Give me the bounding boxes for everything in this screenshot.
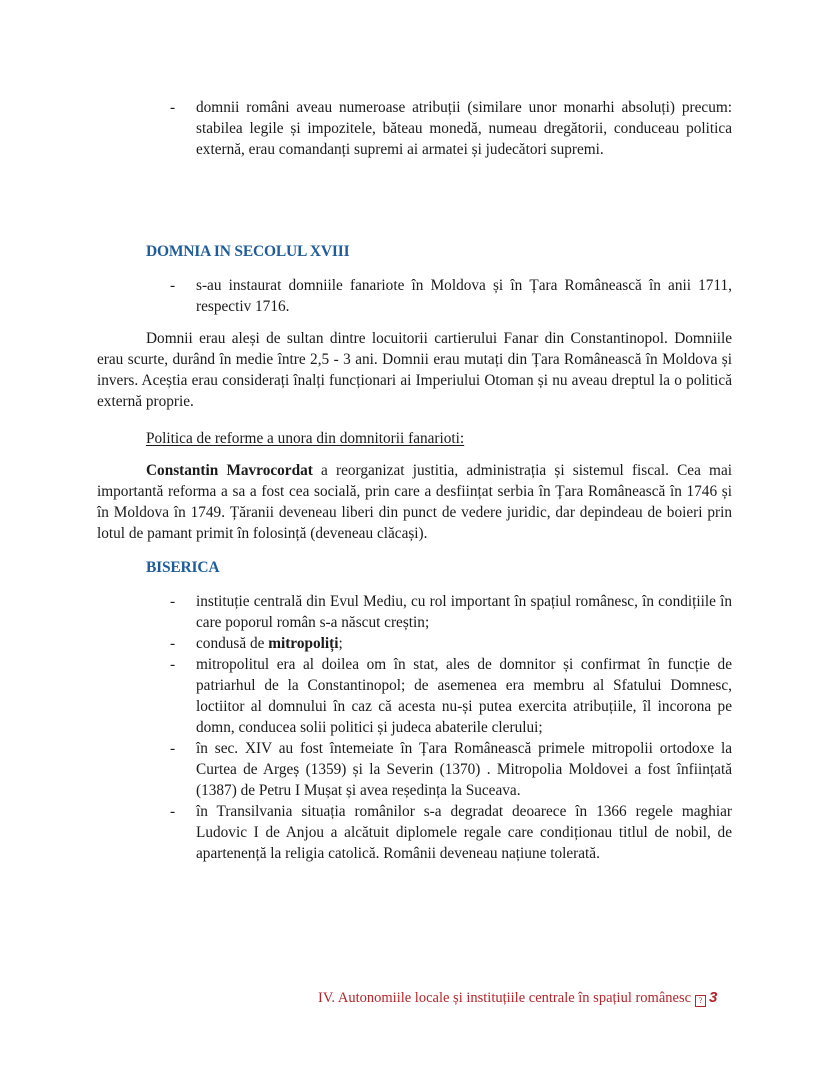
- bullet-text-pre: condusă de: [196, 635, 269, 652]
- bullet-dash: -: [170, 803, 176, 820]
- bullet-text: mitropolitul era al doilea om în stat, ales de domnitor și confirmat în funcție de patriarhul de la Constantinopol; de asemenea era membru al Sfatului Domnesc, loctiitor al domnului în caz că acesta nu-și putea exercita atribuțiile, îl incorona pe domn, conducea solii politici și judeca abaterile clerului;: [196, 656, 732, 736]
- page-number: 3: [709, 989, 718, 1006]
- list-item: [170, 633, 732, 654]
- bullet-text: în Transilvania situația românilor s-a degradat deoarece în 1366 regele maghiar Ludovic I de Anjou a alcătuit diplomele regale care condiționau titlul de nobil, de apartenență la religia catolică. Românii deveneau națiune tolerată.: [196, 803, 732, 862]
- list-item: [170, 738, 732, 801]
- bullet-text-post: ;: [338, 635, 343, 652]
- section-heading-biserica: BISERICA: [146, 559, 220, 576]
- bullet-text: s-au instaurat domniile fanariote în Moldova și în Țara Românească în anii 1711, respectiv 1716.: [196, 277, 732, 315]
- intro-bullet-list: [170, 97, 732, 160]
- bullet-dash: -: [170, 277, 176, 294]
- domnia-paragraph: Domnii erau aleși de sultan dintre locuitorii cartierului Fanar din Constantinopol. Domniile erau scurte, durând în medie între 2,5 - 3 ani. Domnii erau mutați din Țara Românească în Moldova și invers. Aceștia erau considerați înalți funcționari ai Imperiului Otoman și nu aveau dreptul la o politică externă proprie.: [97, 330, 732, 410]
- section-heading-domnia: DOMNIA IN SECOLUL XVIII: [146, 243, 350, 260]
- bullet-text: în sec. XIV au fost întemeiate în Țara Românească primele mitropolii ortodoxe la Curtea de Argeș (1359) și la Severin (1370) . Mitropolia Moldovei a fost înființată (1387) de Petru I Mușat și avea reședința la Suceava.: [196, 740, 732, 799]
- list-item: [170, 275, 732, 317]
- page-footer: [318, 987, 717, 1009]
- list-item: [170, 97, 732, 160]
- bullet-text-bold: mitropoliți: [268, 635, 339, 652]
- domnia-bullet-list: [170, 275, 732, 317]
- biserica-bullet-list: [170, 591, 732, 864]
- bullet-dash: -: [170, 740, 176, 757]
- bullet-dash: -: [170, 656, 176, 673]
- bullet-text: instituție centrală din Evul Mediu, cu rol important în spațiul românesc, în condițiile în care poporul român s-a născut creștin;: [196, 593, 732, 631]
- reform-text: a reorganizat justitia, administrația și sistemul fiscal. Cea mai importantă reforma a sa a fost cea socială, prin care a desființat serbia în Țara Românească în 1746 și în Moldova în 1749. Țăranii deveneau liberi din punct de vedere juridic, dar depindeau de boieri prin lotul de pamant primit în folosință (deveneau clăcași).: [97, 462, 732, 542]
- reform-subtitle: Politica de reforme a unora din domnitorii fanarioti:: [146, 430, 465, 447]
- footer-title: IV. Autonomiile locale și instituțiile centrale în spațiul românesc: [318, 990, 692, 1006]
- list-item: [170, 654, 732, 738]
- reform-paragraph: [97, 460, 732, 544]
- bullet-text: domnii români aveau numeroase atribuții (similare unor monarhi absoluți) precum: stabilea legile și impozitele, băteau monedă, numeau dregătorii, conduceau politica externă, erau comandanți supremi ai armatei și judecători supremi.: [196, 99, 732, 158]
- reform-name: Constantin Mavrocordat: [146, 462, 313, 479]
- bullet-dash: -: [170, 99, 176, 116]
- list-item: [170, 801, 732, 864]
- bullet-dash: -: [170, 593, 176, 610]
- missing-glyph-icon: ?: [695, 995, 706, 1007]
- bullet-dash: -: [170, 635, 176, 652]
- list-item: [170, 591, 732, 633]
